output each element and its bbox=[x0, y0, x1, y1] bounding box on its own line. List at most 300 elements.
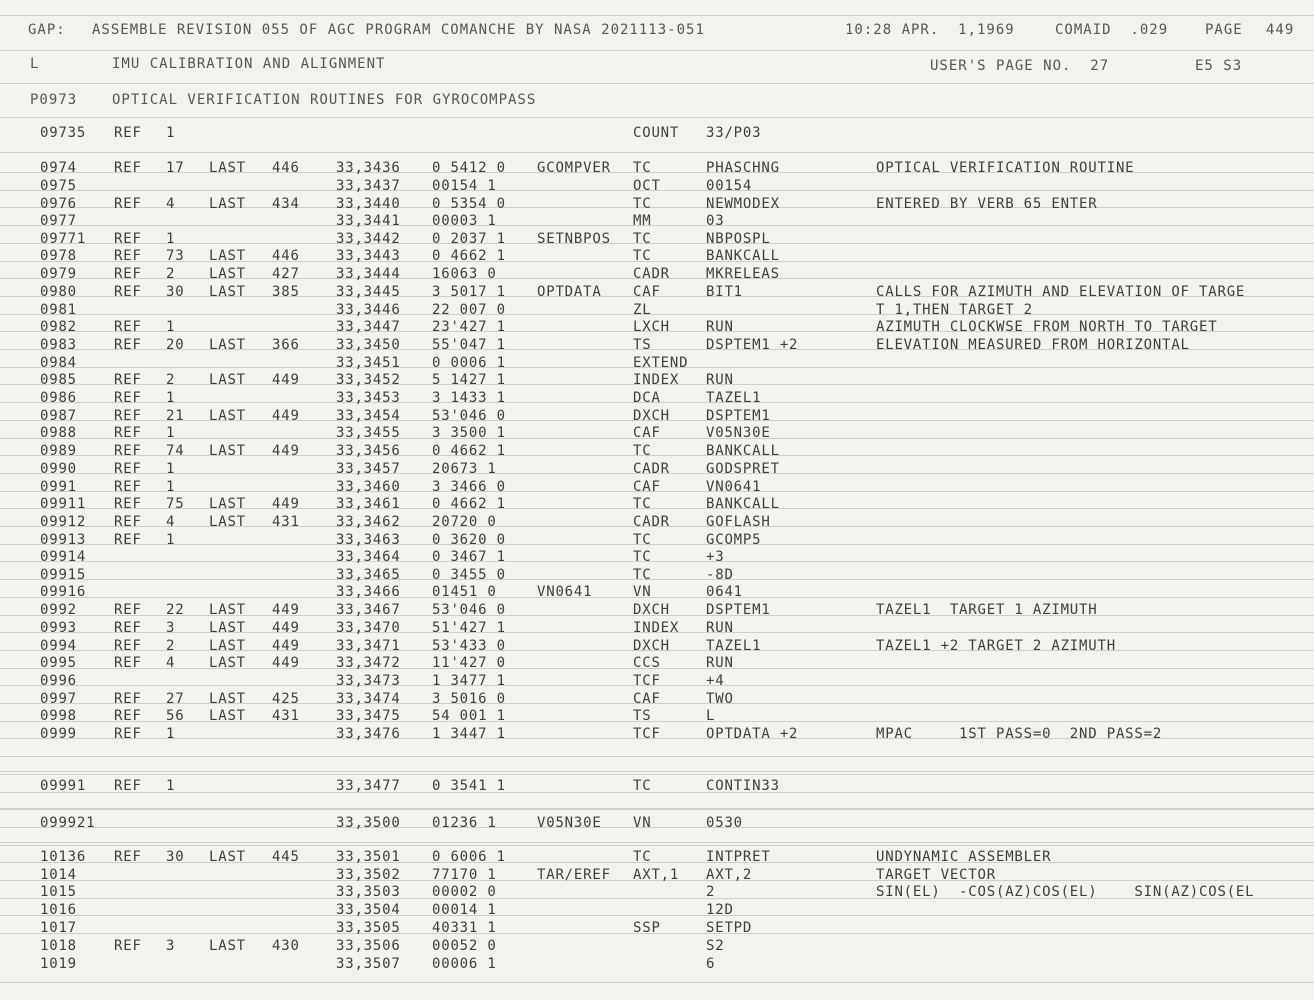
listing-opcode: TC bbox=[633, 567, 652, 583]
listing-ref-count: 1 bbox=[166, 479, 176, 495]
listing-ref-count: 2 bbox=[166, 372, 176, 388]
listing-octal-word: 3 1433 1 bbox=[432, 390, 506, 406]
listing-line-number: 0976 bbox=[40, 196, 77, 212]
listing-memory-address: 33,3454 bbox=[336, 408, 401, 424]
listing-ref-count: 1 bbox=[166, 726, 176, 742]
listing-line-number: 0979 bbox=[40, 266, 77, 282]
listing-operand: NBPOSPL bbox=[706, 231, 771, 247]
listing-ref-label: REF bbox=[114, 708, 142, 724]
listing-letter: L bbox=[30, 56, 40, 72]
listing-operand: DSPTEM1 bbox=[706, 602, 771, 618]
listing-ref-label: REF bbox=[114, 479, 142, 495]
listing-ref-count: 3 bbox=[166, 938, 176, 954]
listing-operand: 12D bbox=[706, 902, 734, 918]
listing-ref-label: REF bbox=[114, 231, 142, 247]
listing-line-number: 0978 bbox=[40, 248, 77, 264]
listing-ref-count: 2 bbox=[166, 638, 176, 654]
header-timestamp: 10:28 APR. 1,1969 bbox=[845, 22, 1015, 38]
listing-line-number: 0985 bbox=[40, 372, 77, 388]
listing-operand: V05N30E bbox=[706, 425, 771, 441]
listing-octal-word: 00052 0 bbox=[432, 938, 497, 954]
listing-octal-word: 3 5017 1 bbox=[432, 284, 506, 300]
listing-octal-word: 11'427 0 bbox=[432, 655, 506, 671]
listing-line-number: 09991 bbox=[40, 778, 87, 794]
listing-operand: 0641 bbox=[706, 584, 743, 600]
paper-rule-line bbox=[0, 597, 1314, 598]
listing-operand: S2 bbox=[706, 938, 725, 954]
listing-comment: TAZEL1 TARGET 1 AZIMUTH bbox=[876, 602, 1098, 618]
listing-memory-address: 33,3473 bbox=[336, 673, 401, 689]
listing-octal-word: 53'046 0 bbox=[432, 602, 506, 618]
listing-opcode: CAF bbox=[633, 691, 661, 707]
listing-operand: 6 bbox=[706, 956, 716, 972]
listing-last-label: LAST bbox=[209, 849, 246, 865]
listing-last-page: 366 bbox=[272, 337, 300, 353]
listing-opcode: TCF bbox=[633, 726, 661, 742]
listing-ref-label: REF bbox=[114, 284, 142, 300]
listing-octal-word: 1 3447 1 bbox=[432, 726, 506, 742]
listing-comment: T 1,THEN TARGET 2 bbox=[876, 302, 1033, 318]
paper-rule-line bbox=[0, 544, 1314, 545]
listing-memory-address: 33,3475 bbox=[336, 708, 401, 724]
listing-comment: AZIMUTH CLOCKWSE FROM NORTH TO TARGET bbox=[876, 319, 1218, 335]
listing-memory-address: 33,3464 bbox=[336, 549, 401, 565]
listing-comment: OPTICAL VERIFICATION ROUTINE bbox=[876, 160, 1135, 176]
listing-memory-address: 33,3502 bbox=[336, 867, 401, 883]
listing-operand: SETPD bbox=[706, 920, 753, 936]
listing-memory-address: 33,3477 bbox=[336, 778, 401, 794]
listing-opcode: OCT bbox=[633, 178, 661, 194]
listing-last-page: 449 bbox=[272, 372, 300, 388]
listing-opcode: ZL bbox=[633, 302, 652, 318]
listing-octal-word: 0 3620 0 bbox=[432, 532, 506, 548]
listing-ref-count: 56 bbox=[166, 708, 185, 724]
paper-rule-line bbox=[0, 117, 1314, 118]
listing-ref-label: REF bbox=[114, 778, 142, 794]
listing-operand: CONTIN33 bbox=[706, 778, 780, 794]
listing-opcode: COUNT bbox=[633, 125, 680, 141]
listing-comment: TAZEL1 +2 TARGET 2 AZIMUTH bbox=[876, 638, 1116, 654]
listing-octal-word: 00003 1 bbox=[432, 213, 497, 229]
paper-rule-line bbox=[0, 261, 1314, 262]
listing-operand: GOFLASH bbox=[706, 514, 771, 530]
listing-ref-count: 27 bbox=[166, 691, 185, 707]
paper-rule-line bbox=[0, 207, 1314, 208]
listing-last-label: LAST bbox=[209, 372, 246, 388]
listing-octal-word: 0 3455 0 bbox=[432, 567, 506, 583]
listing-ref-count: 2 bbox=[166, 266, 176, 282]
listing-opcode: CADR bbox=[633, 514, 670, 530]
listing-last-label: LAST bbox=[209, 708, 246, 724]
listing-memory-address: 33,3443 bbox=[336, 248, 401, 264]
listing-ref-count: 4 bbox=[166, 655, 176, 671]
listing-last-page: 449 bbox=[272, 496, 300, 512]
listing-ref-label: REF bbox=[114, 372, 142, 388]
listing-opcode: TC bbox=[633, 496, 652, 512]
listing-ref-count: 17 bbox=[166, 160, 185, 176]
listing-operand: RUN bbox=[706, 372, 734, 388]
listing-opcode: TS bbox=[633, 708, 652, 724]
listing-operand: DSPTEM1 +2 bbox=[706, 337, 799, 353]
listing-line-number: 1017 bbox=[40, 920, 77, 936]
paper-rule-line bbox=[0, 756, 1314, 757]
listing-opcode: TC bbox=[633, 196, 652, 212]
listing-ref-label: REF bbox=[114, 496, 142, 512]
paper-rule-line bbox=[0, 721, 1314, 722]
listing-operand: AXT,2 bbox=[706, 867, 753, 883]
paper-rule-line bbox=[0, 862, 1314, 863]
listing-comment: ELEVATION MEASURED FROM HORIZONTAL bbox=[876, 337, 1190, 353]
listing-last-page: 445 bbox=[272, 849, 300, 865]
listing-octal-word: 3 3466 0 bbox=[432, 479, 506, 495]
listing-operand: 03 bbox=[706, 213, 725, 229]
listing-line-number: 0997 bbox=[40, 691, 77, 707]
listing-ref-count: 20 bbox=[166, 337, 185, 353]
listing-octal-word: 0 3541 1 bbox=[432, 778, 506, 794]
listing-ref-label: REF bbox=[114, 248, 142, 264]
listing-memory-address: 33,3436 bbox=[336, 160, 401, 176]
listing-opcode: TC bbox=[633, 778, 652, 794]
listing-octal-word: 0 4662 1 bbox=[432, 248, 506, 264]
listing-last-label: LAST bbox=[209, 602, 246, 618]
listing-last-label: LAST bbox=[209, 691, 246, 707]
listing-operand: TAZEL1 bbox=[706, 638, 762, 654]
listing-memory-address: 33,3456 bbox=[336, 443, 401, 459]
listing-ref-label: REF bbox=[114, 691, 142, 707]
listing-symbol-tag: VN0641 bbox=[537, 584, 593, 600]
listing-memory-address: 33,3505 bbox=[336, 920, 401, 936]
listing-operand: GODSPRET bbox=[706, 461, 780, 477]
listing-line-number: 0980 bbox=[40, 284, 77, 300]
subsection-id: P0973 bbox=[30, 92, 78, 108]
listing-symbol-tag: TAR/EREF bbox=[537, 867, 611, 883]
listing-ref-count: 1 bbox=[166, 390, 176, 406]
listing-opcode: DXCH bbox=[633, 602, 670, 618]
listing-octal-word: 00006 1 bbox=[432, 956, 497, 972]
listing-opcode: TS bbox=[633, 337, 652, 353]
listing-memory-address: 33,3457 bbox=[336, 461, 401, 477]
listing-ref-label: REF bbox=[114, 620, 142, 636]
paper-rule-line bbox=[0, 152, 1314, 153]
paper-rule-line bbox=[0, 561, 1314, 562]
header-page-number: 449 bbox=[1266, 22, 1295, 38]
paper-rule-line bbox=[0, 827, 1314, 828]
listing-last-page: 449 bbox=[272, 655, 300, 671]
listing-line-number: 1014 bbox=[40, 867, 77, 883]
listing-memory-address: 33,3470 bbox=[336, 620, 401, 636]
header-page-label: PAGE bbox=[1205, 22, 1243, 38]
header-gap: GAP: bbox=[28, 22, 66, 38]
listing-last-page: 446 bbox=[272, 160, 300, 176]
listing-ref-count: 75 bbox=[166, 496, 185, 512]
listing-symbol-tag: GCOMPVER bbox=[537, 160, 611, 176]
listing-line-number: 1015 bbox=[40, 884, 77, 900]
listing-opcode: INDEX bbox=[633, 620, 680, 636]
listing-line-number: 0986 bbox=[40, 390, 77, 406]
paper-rule-line bbox=[0, 842, 1314, 843]
listing-last-label: LAST bbox=[209, 160, 246, 176]
listing-opcode: INDEX bbox=[633, 372, 680, 388]
listing-octal-word: 3 3500 1 bbox=[432, 425, 506, 441]
listing-memory-address: 33,3467 bbox=[336, 602, 401, 618]
listing-ref-count: 4 bbox=[166, 514, 176, 530]
paper-rule-line bbox=[0, 225, 1314, 226]
listing-operand: RUN bbox=[706, 620, 734, 636]
paper-rule-line bbox=[0, 774, 1314, 775]
paper-rule-line bbox=[0, 771, 1314, 772]
listing-operand: TWO bbox=[706, 691, 734, 707]
listing-line-number: 0987 bbox=[40, 408, 77, 424]
listing-line-number: 0982 bbox=[40, 319, 77, 335]
listing-opcode: TC bbox=[633, 532, 652, 548]
listing-ref-label: REF bbox=[114, 425, 142, 441]
listing-memory-address: 33,3444 bbox=[336, 266, 401, 282]
listing-opcode: DXCH bbox=[633, 408, 670, 424]
listing-opcode: TC bbox=[633, 849, 652, 865]
listing-octal-word: 40331 1 bbox=[432, 920, 497, 936]
listing-ref-count: 21 bbox=[166, 408, 185, 424]
listing-ref-count: 3 bbox=[166, 620, 176, 636]
listing-memory-address: 33,3476 bbox=[336, 726, 401, 742]
listing-opcode: VN bbox=[633, 584, 652, 600]
listing-symbol-tag: V05N30E bbox=[537, 815, 602, 831]
listing-line-number: 0993 bbox=[40, 620, 77, 636]
listing-octal-word: 00154 1 bbox=[432, 178, 497, 194]
listing-line-number: 099921 bbox=[40, 815, 96, 831]
paper-rule-line bbox=[0, 243, 1314, 244]
listing-memory-address: 33,3441 bbox=[336, 213, 401, 229]
listing-line-number: 0981 bbox=[40, 302, 77, 318]
listing-last-page: 431 bbox=[272, 708, 300, 724]
listing-last-page: 449 bbox=[272, 620, 300, 636]
listing-last-page: 449 bbox=[272, 602, 300, 618]
listing-operand: NEWMODEX bbox=[706, 196, 780, 212]
listing-last-page: 385 bbox=[272, 284, 300, 300]
listing-memory-address: 33,3452 bbox=[336, 372, 401, 388]
listing-octal-word: 0 5412 0 bbox=[432, 160, 506, 176]
listing-opcode: SSP bbox=[633, 920, 661, 936]
listing-ref-label: REF bbox=[114, 408, 142, 424]
listing-opcode: TC bbox=[633, 443, 652, 459]
listing-ref-label: REF bbox=[114, 125, 142, 141]
listing-line-number: 0999 bbox=[40, 726, 77, 742]
listing-ref-count: 4 bbox=[166, 196, 176, 212]
listing-last-page: 434 bbox=[272, 196, 300, 212]
listing-ref-label: REF bbox=[114, 390, 142, 406]
listing-memory-address: 33,3507 bbox=[336, 956, 401, 972]
header-assembly: ASSEMBLE REVISION 055 OF AGC PROGRAM COMANCHE BY NASA 2021113-051 bbox=[92, 22, 705, 38]
listing-operand: GCOMP5 bbox=[706, 532, 762, 548]
listing-octal-word: 53'046 0 bbox=[432, 408, 506, 424]
paper-rule-line bbox=[0, 455, 1314, 456]
listing-ref-label: REF bbox=[114, 196, 142, 212]
listing-operand: BANKCALL bbox=[706, 496, 780, 512]
paper-rule-line bbox=[0, 50, 1314, 51]
listing-last-label: LAST bbox=[209, 284, 246, 300]
listing-octal-word: 22 007 0 bbox=[432, 302, 506, 318]
section-title: IMU CALIBRATION AND ALIGNMENT bbox=[112, 56, 386, 72]
listing-memory-address: 33,3455 bbox=[336, 425, 401, 441]
listing-operand: 0530 bbox=[706, 815, 743, 831]
listing-ref-label: REF bbox=[114, 443, 142, 459]
listing-octal-word: 77170 1 bbox=[432, 867, 497, 883]
listing-last-page: 430 bbox=[272, 938, 300, 954]
listing-line-number: 0996 bbox=[40, 673, 77, 689]
listing-last-page: 449 bbox=[272, 443, 300, 459]
listing-operand: BIT1 bbox=[706, 284, 743, 300]
listing-line-number: 1016 bbox=[40, 902, 77, 918]
listing-ref-label: REF bbox=[114, 461, 142, 477]
listing-line-number: 09913 bbox=[40, 532, 87, 548]
paper-rule-line bbox=[0, 792, 1314, 793]
listing-last-label: LAST bbox=[209, 248, 246, 264]
listing-ref-count: 1 bbox=[166, 461, 176, 477]
listing-line-number: 09914 bbox=[40, 549, 87, 565]
listing-operand: RUN bbox=[706, 655, 734, 671]
listing-line-number: 0983 bbox=[40, 337, 77, 353]
listing-last-page: 431 bbox=[272, 514, 300, 530]
listing-ref-label: REF bbox=[114, 514, 142, 530]
listing-last-label: LAST bbox=[209, 938, 246, 954]
listing-memory-address: 33,3460 bbox=[336, 479, 401, 495]
listing-ref-label: REF bbox=[114, 319, 142, 335]
user-page-number: USER'S PAGE NO. 27 bbox=[930, 58, 1110, 74]
listing-line-number: 09911 bbox=[40, 496, 87, 512]
listing-operand: BANKCALL bbox=[706, 443, 780, 459]
listing-operand: DSPTEM1 bbox=[706, 408, 771, 424]
paper-rule-line bbox=[0, 314, 1314, 315]
listing-ref-label: REF bbox=[114, 849, 142, 865]
listing-line-number: 0989 bbox=[40, 443, 77, 459]
listing-octal-word: 00002 0 bbox=[432, 884, 497, 900]
paper-rule-line bbox=[0, 982, 1314, 983]
listing-ref-label: REF bbox=[114, 638, 142, 654]
paper-rule-line bbox=[0, 508, 1314, 509]
listing-octal-word: 23'427 1 bbox=[432, 319, 506, 335]
listing-opcode: CADR bbox=[633, 266, 670, 282]
listing-line-number: 0975 bbox=[40, 178, 77, 194]
subsection-title: OPTICAL VERIFICATION ROUTINES FOR GYROCOMPASS bbox=[112, 92, 537, 108]
listing-operand: OPTDATA +2 bbox=[706, 726, 799, 742]
listing-octal-word: 0 3467 1 bbox=[432, 549, 506, 565]
listing-operand: INTPRET bbox=[706, 849, 771, 865]
listing-last-label: LAST bbox=[209, 655, 246, 671]
paper-rule-line bbox=[0, 15, 1314, 16]
listing-symbol-tag: OPTDATA bbox=[537, 284, 602, 300]
listing-memory-address: 33,3446 bbox=[336, 302, 401, 318]
listing-memory-address: 33,3474 bbox=[336, 691, 401, 707]
listing-opcode: VN bbox=[633, 815, 652, 831]
listing-operand: MKRELEAS bbox=[706, 266, 780, 282]
listing-operand: -8D bbox=[706, 567, 734, 583]
listing-comment: SIN(EL) -COS(AZ)COS(EL) SIN(AZ)COS(EL bbox=[876, 884, 1255, 900]
listing-ref-count: 1 bbox=[166, 231, 176, 247]
listing-memory-address: 33,3440 bbox=[336, 196, 401, 212]
listing-memory-address: 33,3471 bbox=[336, 638, 401, 654]
e5-s3-label: E5 S3 bbox=[1195, 58, 1243, 74]
listing-ref-count: 30 bbox=[166, 849, 185, 865]
listing-octal-word: 0 0006 1 bbox=[432, 355, 506, 371]
listing-octal-word: 3 5016 0 bbox=[432, 691, 506, 707]
listing-line-number: 0990 bbox=[40, 461, 77, 477]
listing-line-number: 0991 bbox=[40, 479, 77, 495]
listing-ref-count: 1 bbox=[166, 532, 176, 548]
listing-memory-address: 33,3462 bbox=[336, 514, 401, 530]
listing-opcode: CCS bbox=[633, 655, 661, 671]
listing-line-number: 1019 bbox=[40, 956, 77, 972]
listing-memory-address: 33,3447 bbox=[336, 319, 401, 335]
header-comaid: COMAID .029 bbox=[1055, 22, 1169, 38]
listing-memory-address: 33,3500 bbox=[336, 815, 401, 831]
listing-operand: PHASCHNG bbox=[706, 160, 780, 176]
listing-opcode: CAF bbox=[633, 425, 661, 441]
listing-line-number: 0995 bbox=[40, 655, 77, 671]
listing-memory-address: 33,3445 bbox=[336, 284, 401, 300]
listing-octal-word: 5 1427 1 bbox=[432, 372, 506, 388]
listing-ref-count: 1 bbox=[166, 425, 176, 441]
listing-ref-count: 74 bbox=[166, 443, 185, 459]
listing-octal-word: 00014 1 bbox=[432, 902, 497, 918]
listing-ref-label: REF bbox=[114, 266, 142, 282]
listing-last-label: LAST bbox=[209, 620, 246, 636]
listing-memory-address: 33,3501 bbox=[336, 849, 401, 865]
listing-line-number: 0988 bbox=[40, 425, 77, 441]
listing-opcode: TC bbox=[633, 231, 652, 247]
listing-memory-address: 33,3463 bbox=[336, 532, 401, 548]
listing-opcode: TC bbox=[633, 160, 652, 176]
listing-line-number: 0984 bbox=[40, 355, 77, 371]
listing-operand: 00154 bbox=[706, 178, 753, 194]
listing-memory-address: 33,3450 bbox=[336, 337, 401, 353]
paper-rule-line bbox=[0, 915, 1314, 916]
listing-octal-word: 0 4662 1 bbox=[432, 496, 506, 512]
listing-opcode: MM bbox=[633, 213, 652, 229]
paper-rule-line bbox=[0, 808, 1314, 809]
listing-octal-word: 16063 0 bbox=[432, 266, 497, 282]
listing-last-page: 449 bbox=[272, 638, 300, 654]
listing-opcode: DCA bbox=[633, 390, 661, 406]
listing-opcode: AXT,1 bbox=[633, 867, 680, 883]
listing-octal-word: 1 3477 1 bbox=[432, 673, 506, 689]
listing-memory-address: 33,3504 bbox=[336, 902, 401, 918]
listing-ref-label: REF bbox=[114, 726, 142, 742]
listing-comment: MPAC 1ST PASS=0 2ND PASS=2 bbox=[876, 726, 1163, 742]
listing-octal-word: 0 4662 1 bbox=[432, 443, 506, 459]
listing-last-label: LAST bbox=[209, 408, 246, 424]
listing-octal-word: 0 5354 0 bbox=[432, 196, 506, 212]
listing-memory-address: 33,3466 bbox=[336, 584, 401, 600]
listing-line-number: 0994 bbox=[40, 638, 77, 654]
listing-line-number: 0992 bbox=[40, 602, 77, 618]
listing-operand: 2 bbox=[706, 884, 716, 900]
listing-ref-label: REF bbox=[114, 655, 142, 671]
listing-last-page: 446 bbox=[272, 248, 300, 264]
listing-comment: UNDYNAMIC ASSEMBLER bbox=[876, 849, 1052, 865]
listing-line-number: 09912 bbox=[40, 514, 87, 530]
listing-last-label: LAST bbox=[209, 196, 246, 212]
listing-memory-address: 33,3442 bbox=[336, 231, 401, 247]
listing-line-number: 0977 bbox=[40, 213, 77, 229]
listing-ref-label: REF bbox=[114, 532, 142, 548]
listing-last-label: LAST bbox=[209, 443, 246, 459]
listing-memory-address: 33,3461 bbox=[336, 496, 401, 512]
listing-memory-address: 33,3453 bbox=[336, 390, 401, 406]
listing-octal-word: 0 6006 1 bbox=[432, 849, 506, 865]
listing-octal-word: 20673 1 bbox=[432, 461, 497, 477]
paper-rule-line bbox=[0, 845, 1314, 846]
listing-memory-address: 33,3437 bbox=[336, 178, 401, 194]
listing-line-number: 0998 bbox=[40, 708, 77, 724]
